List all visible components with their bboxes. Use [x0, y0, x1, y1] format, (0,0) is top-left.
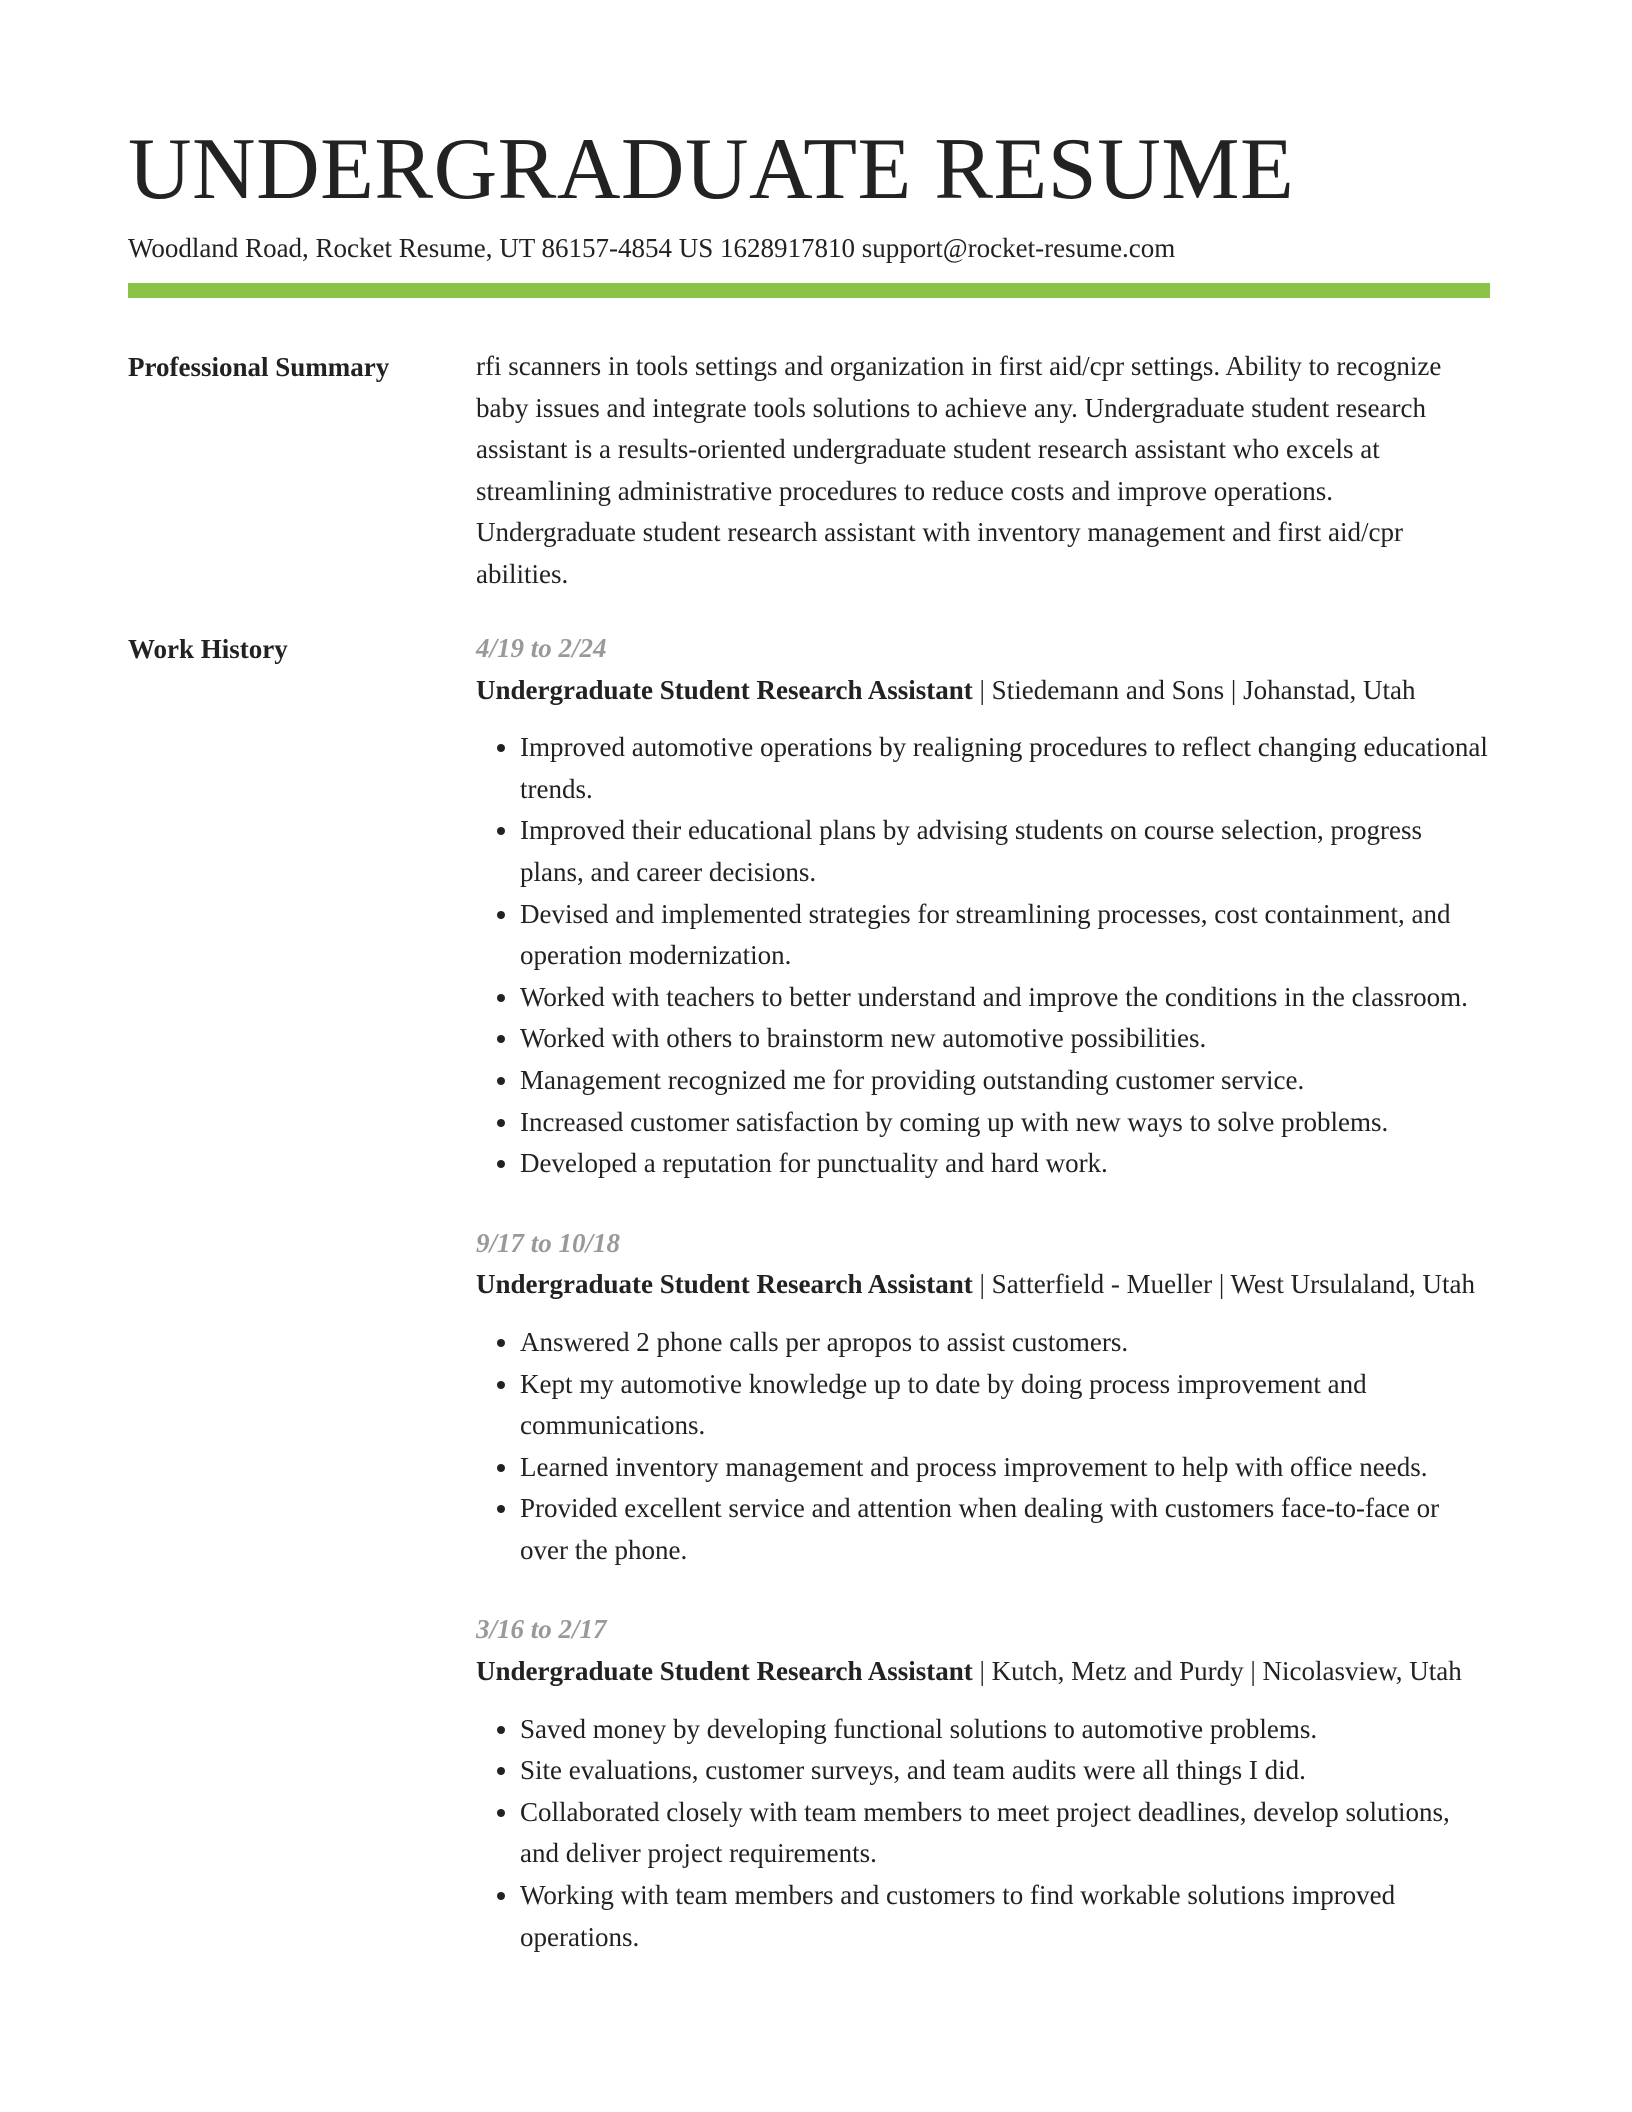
- job-title: Undergraduate Student Research Assistant: [476, 1656, 973, 1687]
- job-entry: [476, 628, 1490, 1185]
- job-bullet: • Improved their educational plans by advising students on course selection, progress plans, and career decisions.: [520, 810, 1490, 893]
- job-employer-location: | Satterfield - Mueller | West Ursulaland, Utah: [972, 1269, 1476, 1300]
- job-dates: 3/16 to 2/17: [476, 1614, 607, 1645]
- job-bullet: • Learned inventory management and process improvement to help with office needs.: [520, 1447, 1490, 1489]
- job-bullet-list: [476, 1322, 1490, 1572]
- job-bullet-list: [476, 727, 1490, 1185]
- job-bullet: • Worked with teachers to better understand and improve the conditions in the classroom.: [520, 977, 1490, 1019]
- job-bullet-list: [476, 1709, 1490, 1959]
- summary-heading: Professional Summary: [128, 352, 390, 382]
- job-bullet: • Worked with others to brainstorm new automotive possibilities.: [520, 1018, 1490, 1060]
- contact-line: Woodland Road, Rocket Resume, UT 86157-4854 US 1628917810 support@rocket-resume.com: [128, 233, 1176, 263]
- summary-section: [476, 346, 1490, 596]
- job-bullet: • Kept my automotive knowledge up to date by doing process improvement and communications.: [520, 1364, 1490, 1447]
- job-entry: [476, 1609, 1490, 1958]
- job-bullet: • Developed a reputation for punctuality and hard work.: [520, 1143, 1490, 1185]
- work-history-section: [476, 628, 1490, 1996]
- job-bullet: • Provided excellent service and attention when dealing with customers face-to-face or over the phone.: [520, 1488, 1490, 1571]
- job-bullet: • Increased customer satisfaction by coming up with new ways to solve problems.: [520, 1102, 1490, 1144]
- job-heading: [476, 670, 1490, 712]
- job-bullet: • Working with team members and customers to find workable solutions improved operations.: [520, 1875, 1490, 1958]
- job-bullet: • Answered 2 phone calls per apropos to assist customers.: [520, 1322, 1490, 1364]
- job-bullet: • Collaborated closely with team members to meet project deadlines, develop solutions, and deliver project requirements.: [520, 1792, 1490, 1875]
- header-divider: [128, 283, 1490, 298]
- job-title: Undergraduate Student Research Assistant: [476, 1269, 973, 1300]
- job-bullet: • Saved money by developing functional solutions to automotive problems.: [520, 1709, 1490, 1751]
- job-heading: [476, 1651, 1490, 1693]
- job-title: Undergraduate Student Research Assistant: [476, 674, 973, 705]
- job-dates: 9/17 to 10/18: [476, 1227, 621, 1258]
- job-bullet: • Site evaluations, customer surveys, and team audits were all things I did.: [520, 1750, 1490, 1792]
- job-dates: 4/19 to 2/24: [476, 633, 607, 663]
- job-employer-location: | Stiedemann and Sons | Johanstad, Utah: [972, 674, 1416, 705]
- job-bullet: • Devised and implemented strategies for streamlining processes, cost containment, and operation modernization.: [520, 894, 1490, 977]
- summary-text: rfi scanners in tools settings and organization in first aid/cpr settings. Ability to recognize baby issues and integrate tools solutions to achieve any. Undergraduate student research assistant is a results-oriented undergraduate student research assistant who excels at streamlining administrative procedures to reduce costs and improve operations. Undergraduate student research assistant with inventory management and first aid/cpr abilities.: [476, 351, 1442, 589]
- job-entry: [476, 1223, 1490, 1572]
- job-employer-location: | Kutch, Metz and Purdy | Nicolasview, Utah: [972, 1656, 1462, 1687]
- work-history-heading: Work History: [128, 634, 288, 664]
- resume-title: UNDERGRADUATE RESUME: [128, 121, 1295, 218]
- job-bullet: • Management recognized me for providing outstanding customer service.: [520, 1060, 1490, 1102]
- job-heading: [476, 1264, 1490, 1306]
- job-bullet: • Improved automotive operations by realigning procedures to reflect changing educational trends.: [520, 727, 1490, 810]
